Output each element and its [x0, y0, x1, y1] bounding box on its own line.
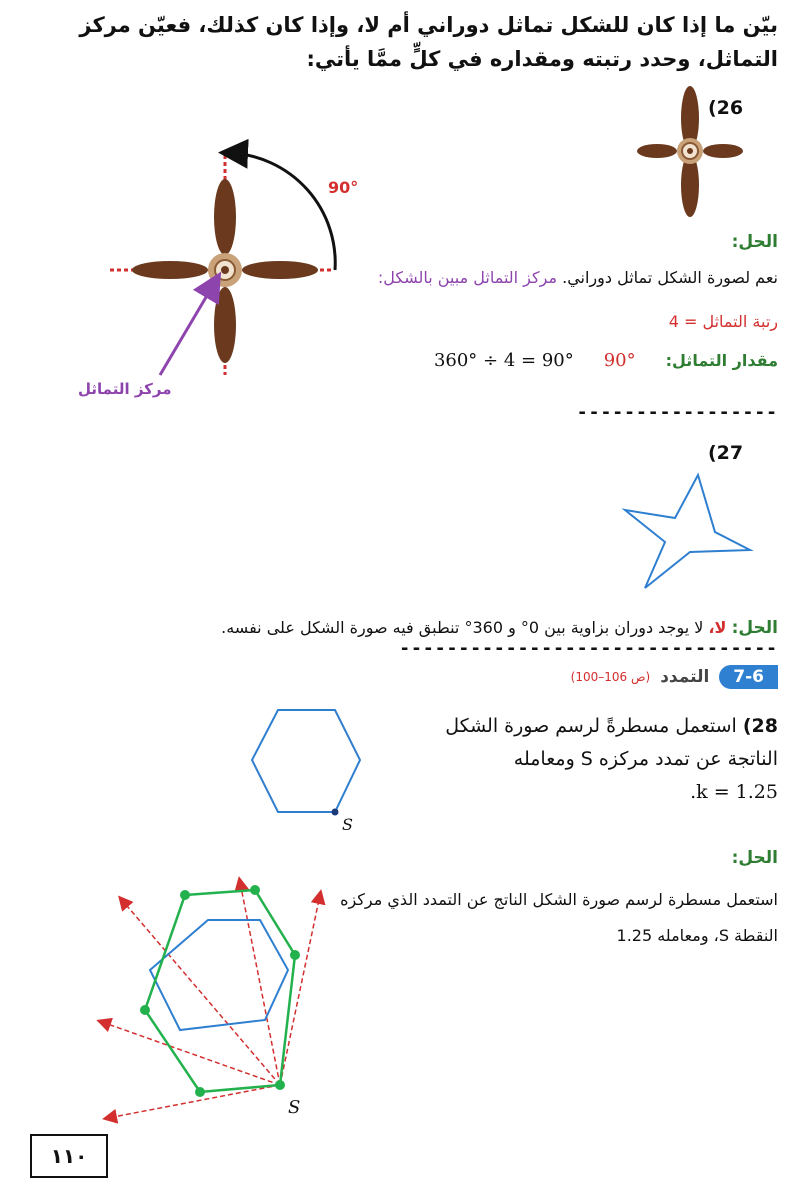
dilation-figure	[90, 860, 360, 1130]
hexagon-figure	[240, 700, 400, 830]
solution-27	[221, 618, 778, 638]
magnitude-value: 90°	[603, 350, 636, 371]
star-shape	[610, 470, 760, 595]
rotation-diagram	[80, 125, 380, 395]
magnitude-expression: 360° ÷ 4 = 90°	[433, 350, 574, 371]
separator-short: -----------------	[576, 402, 778, 423]
solution-28-line2: النقطة S، ومعامله 1.25	[616, 926, 778, 945]
figure-point-s-label: S	[288, 1097, 301, 1118]
page-number: ١١٠	[30, 1134, 108, 1178]
magnitude-label: مقدار التماثل:	[665, 351, 778, 370]
magnitude-line	[434, 350, 778, 371]
solution-label-28: الحل:	[731, 848, 778, 868]
solution-28-line1: استعمل مسطرة لرسم صورة الشكل الناتج عن التمدد الذي مركزه	[340, 890, 778, 909]
question-26-number: (26	[708, 97, 744, 119]
angle-label: 90°	[328, 178, 359, 197]
question-28	[445, 710, 778, 809]
question-27-number: (27	[708, 442, 744, 464]
solution-label-26: الحل:	[731, 232, 778, 252]
question-28-number: 28)	[742, 715, 778, 737]
solution-26-line1	[378, 268, 778, 287]
question-28-line1: استعمل مسطرةً لرسم صورة الشكل	[445, 715, 737, 737]
propeller-icon	[635, 85, 745, 220]
center-of-symmetry-label: مركز التماثل	[78, 380, 172, 398]
order-of-symmetry: رتبة التماثل = 4	[668, 312, 778, 331]
section-title: التمدد	[660, 667, 710, 687]
section-header	[571, 663, 778, 691]
solution-28-text	[338, 882, 778, 954]
answer-no: لا،	[708, 618, 727, 637]
solution-26-main: نعم لصورة الشكل تماثل دوراني.	[562, 268, 778, 287]
question-28-line3: k = 1.25.	[690, 781, 778, 803]
section-pages: (ص 106–100)	[570, 670, 651, 684]
solution-26-purple: مركز التماثل مبين بالشكل:	[377, 268, 558, 287]
question-28-line2: الناتجة عن تمدد مركزه S ومعامله	[513, 748, 778, 770]
point-s-label: S	[342, 815, 353, 834]
separator-long: --------------------------------	[399, 638, 778, 659]
solution-label-27: الحل:	[731, 618, 778, 638]
instructions-heading: بيّن ما إذا كان للشكل تماثل دوراني أم لا، وإذا كان كذلك، فعيّن مركز التماثل، وحدد رتبته ومقداره في كلٍّ ممَّا يأتي:	[79, 13, 778, 71]
section-badge: 7-6	[719, 665, 778, 689]
answer-27-text: لا يوجد دوران بزاوية بين 0° و 360° تنطبق فيه صورة الشكل على نفسه.	[221, 618, 704, 637]
